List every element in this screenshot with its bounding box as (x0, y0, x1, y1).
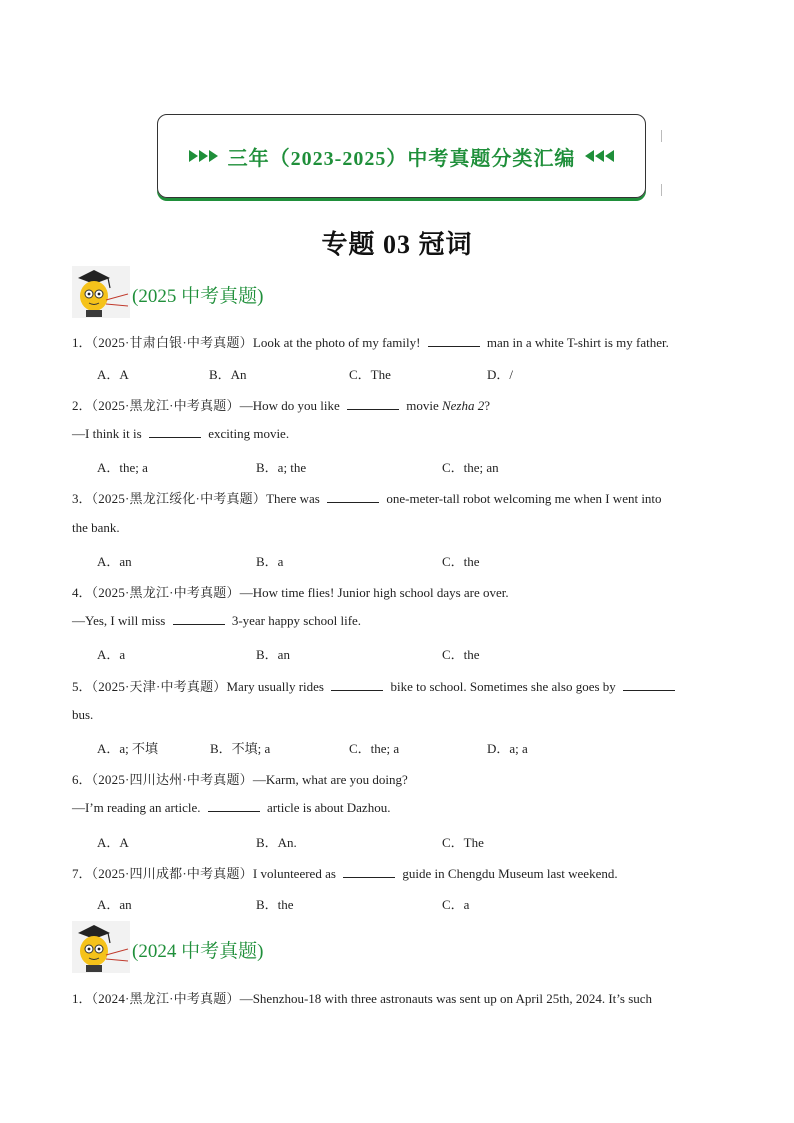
option: B．a; the (256, 460, 307, 475)
option: D．a; a (487, 741, 528, 756)
options-q5 (97, 738, 717, 754)
section-header-2025 (72, 266, 263, 318)
option: C．the; an (442, 460, 499, 475)
question-6-line2 (72, 800, 390, 816)
question-text: —Karm, what are you doing? (252, 772, 408, 787)
option: A．the; a (97, 460, 148, 475)
question-text: one-meter-tall robot welcoming me when I went into (383, 491, 662, 506)
section-heading: (2025 中考真题) (132, 285, 264, 307)
question-text: Mary usually rides (226, 679, 328, 694)
question-number: 2． (72, 398, 92, 413)
question-text: —Shenzhou-18 with three astronauts was sent up on April 25th, 2024. It’s such (239, 991, 653, 1006)
page-title: 专题 03 冠词 (321, 230, 473, 259)
option: C．The (442, 835, 484, 850)
question-source: （2025·天津·中考真题） (91, 679, 227, 694)
question-text: exciting movie. (204, 426, 290, 441)
option: C．the (442, 647, 480, 662)
question-text: —How do you like (239, 398, 343, 413)
answer-blank (327, 491, 379, 503)
option: A．a (97, 647, 126, 662)
option: B．An (209, 367, 247, 382)
arrow-right-icon (189, 150, 218, 162)
question-number: 4． (72, 585, 92, 600)
question-number: 5． (72, 679, 92, 694)
question-text: —Yes, I will miss (72, 613, 169, 628)
arrow-left-icon (585, 150, 614, 162)
options-q4 (97, 644, 717, 660)
answer-blank (331, 679, 383, 691)
question-number: 3． (72, 491, 92, 506)
option: C．a (442, 897, 470, 912)
option: C．The (349, 367, 391, 382)
question-text: I volunteered as (252, 866, 340, 881)
answer-blank (208, 800, 260, 812)
options-q3 (97, 551, 717, 567)
question-2-line2 (72, 426, 289, 442)
question-text: —I think it is (72, 426, 145, 441)
movie-title: Nezha 2 (441, 398, 485, 413)
option: B．the (256, 897, 294, 912)
divider (661, 130, 662, 142)
answer-blank (173, 613, 225, 625)
answer-blank (343, 866, 395, 878)
title-banner (157, 114, 646, 198)
question-source: （2025·黑龙江·中考真题） (91, 398, 240, 413)
question-source: （2025·黑龙江·中考真题） (91, 585, 240, 600)
question-text: —How time flies! Junior high school days are over. (239, 585, 509, 600)
question-5-line2: bus. (72, 707, 94, 722)
question-2024-1 (72, 988, 652, 1007)
option: A．a; 不填 (97, 741, 159, 756)
option: A．A (97, 367, 129, 382)
option: B．不填; a (210, 741, 271, 756)
question-6 (72, 769, 408, 788)
question-5 (72, 676, 679, 695)
question-text: bike to school. Sometimes she also goes by (387, 679, 620, 694)
section-heading: (2024 中考真题) (132, 940, 264, 962)
answer-blank (149, 426, 201, 438)
answer-blank (347, 398, 399, 410)
options-q6 (97, 832, 717, 848)
question-text: Look at the photo of my family! (252, 335, 424, 350)
options-q2 (97, 457, 717, 473)
question-text: guide in Chengdu Museum last weekend. (399, 866, 618, 881)
question-7 (72, 863, 618, 882)
question-number: 1． (72, 335, 92, 350)
option: A．an (97, 554, 132, 569)
question-number: 7． (72, 866, 92, 881)
option: B．an (256, 647, 290, 662)
option: C．the; a (349, 741, 400, 756)
option: A．an (97, 897, 132, 912)
question-text: article is about Dazhou. (263, 800, 391, 815)
graduate-mascot-icon (72, 921, 130, 973)
question-3-line2: the bank. (72, 520, 120, 535)
answer-blank (428, 335, 480, 347)
question-4 (72, 582, 509, 601)
options-q1 (97, 364, 717, 380)
question-text: 3-year happy school life. (228, 613, 362, 628)
option: D．/ (487, 367, 514, 382)
option: C．the (442, 554, 480, 569)
question-text: —I’m reading an article. (72, 800, 204, 815)
options-q7 (97, 894, 717, 910)
graduate-mascot-icon (72, 266, 130, 318)
question-3 (72, 488, 662, 507)
option: B．An. (256, 835, 297, 850)
question-number: 6． (72, 772, 92, 787)
section-header-2024 (72, 921, 263, 973)
question-2 (72, 395, 490, 414)
option: A．A (97, 835, 129, 850)
question-source: （2025·四川成都·中考真题） (91, 866, 253, 881)
banner-text: 三年（2023-2025）中考真题分类汇编 (227, 147, 576, 170)
question-source: （2025·黑龙江绥化·中考真题） (91, 491, 267, 506)
question-text: There was (266, 491, 324, 506)
question-text: ? (484, 398, 490, 413)
question-source: （2025·四川达州·中考真题） (91, 772, 253, 787)
option: B．a (256, 554, 284, 569)
question-source: （2025·甘肃白银·中考真题） (91, 335, 253, 350)
question-4-line2 (72, 613, 361, 629)
divider (661, 184, 662, 196)
answer-blank (623, 679, 675, 691)
question-number: 1． (72, 991, 92, 1006)
question-text: man in a white T-shirt is my father. (483, 335, 669, 350)
question-text: movie (402, 398, 442, 413)
question-source: （2024·黑龙江·中考真题） (91, 991, 240, 1006)
question-1 (72, 332, 669, 351)
